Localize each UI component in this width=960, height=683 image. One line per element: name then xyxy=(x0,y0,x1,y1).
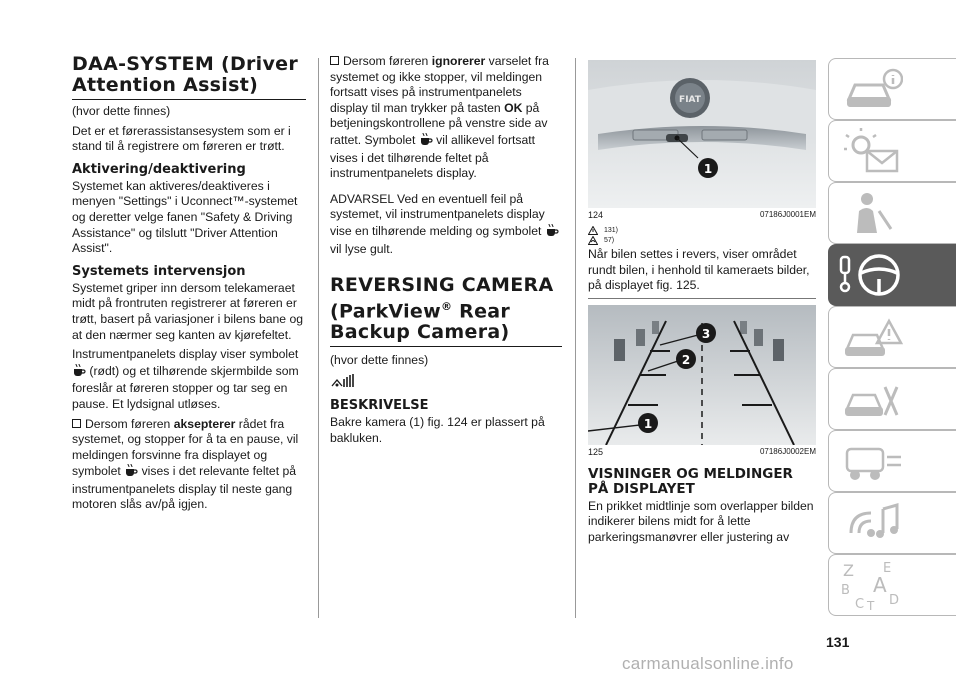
coffee-cup-icon xyxy=(124,463,138,482)
tailgate-illustration xyxy=(588,60,816,208)
tab-technical-data[interactable] xyxy=(828,430,956,492)
tab-multimedia[interactable] xyxy=(828,492,956,554)
multimedia-icon xyxy=(843,499,903,549)
coffee-cup-icon xyxy=(545,223,559,242)
tab-maintenance[interactable] xyxy=(828,368,956,430)
emergency-icon xyxy=(843,313,903,363)
subheading-description: BESKRIVELSE xyxy=(330,398,429,414)
column-3 xyxy=(588,54,816,550)
paragraph: Når bilen settes i revers, viser området rundt bilen, i henhold til kameraets bilder, på displayet fig. 125. xyxy=(588,247,810,293)
tab-car-info[interactable] xyxy=(828,58,956,120)
callout-3-label: 3 xyxy=(701,326,711,341)
maintenance-icon xyxy=(843,375,903,425)
section-heading-daa: DAA-SYSTEM (Driver Attention Assist) xyxy=(72,54,306,100)
index-letter: T xyxy=(867,599,875,612)
note-reference xyxy=(588,236,816,245)
camera-view-illustration xyxy=(588,305,816,445)
bullet-paragraph xyxy=(330,54,562,182)
text: Instrumentpanelets display viser symbolet xyxy=(72,347,299,362)
text: Dersom føreren xyxy=(85,416,171,431)
coffee-cup-icon xyxy=(419,132,433,151)
text: vises i det relevante feltet på instrumentpanelets display til neste gang motoren slås av/på igjen. xyxy=(72,464,297,512)
ok-key-label: OK xyxy=(504,100,523,115)
index-icon xyxy=(839,558,909,612)
text: varselet fra systemet og ikke stopper, vil meldingen fortsatt vises på instrumentpanelets display til man trykker på tasten xyxy=(330,54,549,115)
index-letter: B xyxy=(841,583,850,598)
bullet-square-icon xyxy=(72,419,81,428)
figure-125-camera-display xyxy=(588,305,816,445)
tab-warning-lights[interactable] xyxy=(828,120,956,182)
figure-code: 07186J0001EM xyxy=(759,210,816,219)
car-info-icon xyxy=(843,65,903,115)
paragraph xyxy=(72,347,306,412)
paragraph: (hvor dette finnes) xyxy=(72,104,171,118)
figure-number: 124 xyxy=(588,210,604,220)
paragraph: Bakre kamera (1) fig. 124 er plassert på bakluken. xyxy=(330,415,545,445)
tab-emergency[interactable] xyxy=(828,306,956,368)
callout-2-label: 2 xyxy=(681,352,691,367)
index-letter: D xyxy=(889,593,900,608)
tab-driving[interactable] xyxy=(828,244,956,306)
note-number: 131) xyxy=(604,227,619,234)
column-divider xyxy=(318,58,319,618)
figure-rule xyxy=(588,298,816,299)
note-reference xyxy=(588,226,816,235)
heading-text: Rear Backup Camera) xyxy=(330,300,511,344)
figure-caption xyxy=(588,447,816,457)
figure-number: 125 xyxy=(588,446,604,457)
steering-wheel-icon xyxy=(837,249,907,301)
page-number: 131 xyxy=(826,634,850,650)
column-2 xyxy=(330,54,562,450)
attention-icon xyxy=(588,236,598,245)
coffee-cup-icon xyxy=(72,363,86,382)
warning-lights-icon xyxy=(843,127,903,177)
warning-paragraph xyxy=(330,192,562,257)
index-letter: Z xyxy=(843,561,854,580)
camera-availability-icon xyxy=(330,373,562,394)
figure-caption xyxy=(588,210,816,220)
text: rådet fra systemet, og stopper for å ta en pause, vil meldingen forsvinne fra displayet og symbolet xyxy=(72,416,299,479)
index-letter: C xyxy=(855,597,865,612)
paragraph: (hvor dette finnes) xyxy=(330,353,429,368)
column-1 xyxy=(72,54,306,517)
paragraph: Det er et førerassistansesystem som er i stand til å registrere om føreren er trøtt. xyxy=(72,123,291,154)
text: Dersom føreren xyxy=(343,54,429,68)
callout-1-label: 1 xyxy=(703,162,713,176)
tab-index[interactable] xyxy=(828,554,956,616)
emphasis-text: ignorerer xyxy=(431,54,486,68)
callout-1-label: 1 xyxy=(643,416,653,431)
registered-mark: ® xyxy=(440,300,453,314)
emphasis-text: aksepterer xyxy=(173,416,236,431)
paragraph: En prikket midtlinje som overlapper bilden indikerer bilens midt for å lette parkeringsmanøvrer eller justering av xyxy=(588,498,814,544)
text: vil allikevel fortsatt vises i det tilhørende feltet på instrumentpanelets display. xyxy=(330,132,536,181)
paragraph: Systemet griper inn dersom telekameraet midt på frontruten registrerer at føreren er trøtt, basert på variasjoner i bilens bane og at den nærmer seg kanten av kjørefeltet. xyxy=(72,280,304,342)
tab-seat-safety[interactable] xyxy=(828,182,956,244)
subheading-intervention: Systemets intervensjon xyxy=(72,263,246,279)
text: ADVARSEL Ved en eventuell feil på systemet, vil instrumentpanelets display vise en tilhørende melding og symbolet xyxy=(330,191,545,238)
heading-text: REVERSING CAMERA (ParkView xyxy=(330,274,554,323)
paragraph: Systemet kan aktiveres/deaktiveres i menyen "Settings" i Uconnect™-systemet og deretter velge fanen "Safety & Driving Assistance" og tilslutt "Driver Attention Assist". xyxy=(72,178,298,256)
fiat-logo-text: FIAT xyxy=(679,95,701,105)
index-letter: E xyxy=(883,561,892,576)
seat-safety-icon xyxy=(843,189,903,239)
figure-124-tailgate-camera xyxy=(588,60,816,208)
text: vil lyse gult. xyxy=(330,241,393,256)
watermark-text: carmanualsonline.info xyxy=(622,654,794,673)
index-letter: A xyxy=(873,573,887,597)
bullet-paragraph xyxy=(72,417,306,514)
bullet-square-icon xyxy=(330,56,339,65)
column-divider xyxy=(575,58,576,618)
section-heading-reversing-camera xyxy=(330,275,562,347)
note-number: 57) xyxy=(604,237,615,244)
subheading-activation: Aktivering/deaktivering xyxy=(72,161,246,177)
subheading-display-messages: VISNINGER OG MELDINGER PÅ DISPLAYET xyxy=(588,465,793,497)
warning-triangle-icon xyxy=(588,226,598,235)
text: (rødt) og et tilhørende skjermbilde som foreslår at føreren stopper og tar seg en pause. Et lydsignal utløses. xyxy=(72,363,299,411)
figure-code: 07186J0002EM xyxy=(759,446,816,456)
technical-data-icon xyxy=(843,437,903,487)
text: på betjeningskontrollene på venstre side av rattet. Symbolet xyxy=(330,100,548,147)
